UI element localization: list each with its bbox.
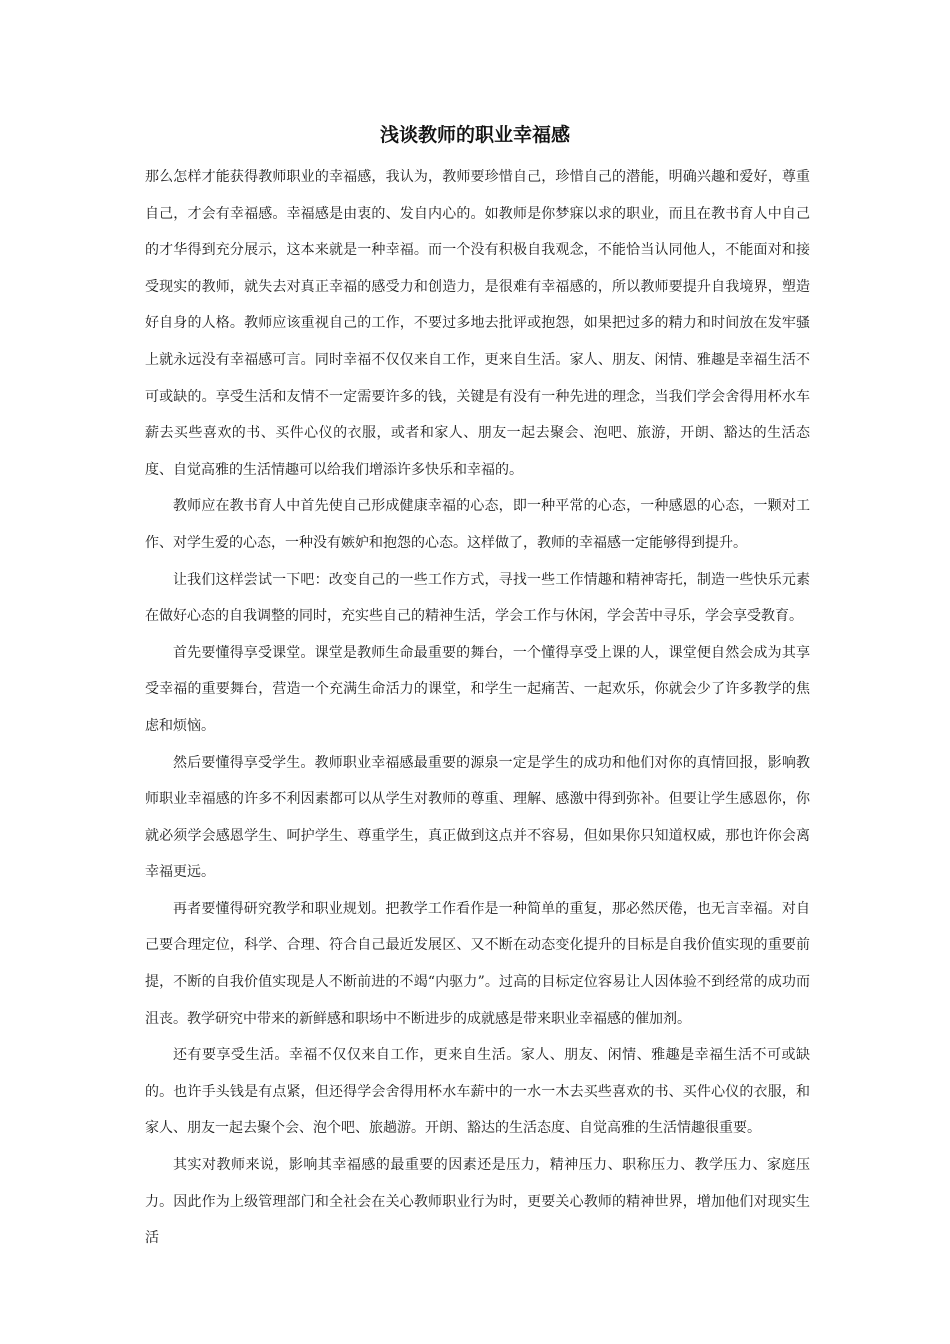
paragraph-8: 其实对教师来说，影响其幸福感的最重要的因素还是压力，精神压力、职称压力、教学压力、家庭压力。因此作为上级管理部门和全社会在关心教师职业行为时，更要关心教师的精神世界，增加他们对现实生活 bbox=[145, 1157, 810, 1247]
paragraph-6: 再者要懂得研究教学和职业规划。把教学工作看作是一种简单的重复，那必然厌倦，也无言幸福。对自己要合理定位，科学、合理、符合自己最近发展区、又不断在动态变化提升的目标是自我价值实现的重要前提，不断的自我价值实现是人不断前进的不竭“内驱力”。过高的目标定位容易让人因体验不到经常的成功而沮丧。教学研究中带来的新鲜感和职场中不断进步的成就感是带来职业幸福感的催加剂。 bbox=[145, 900, 810, 1027]
paragraph-1: 那么怎样才能获得教师职业的幸福感，我认为，教师要珍惜自己，珍惜自己的潜能，明确兴趣和爱好，尊重自己，才会有幸福感。幸福感是由衷的、发自内心的。如教师是你梦寐以求的职业，而且在教书育人中自己的才华得到充分展示，这本来就是一种幸福。而一个没有积极自我观念，不能恰当认同他人，不能面对和接受现实的教师，就失去对真正幸福的感受力和创造力，是很难有幸福感的，所以教师要提升自我境界，塑造好自身的人格。教师应该重视自己的工作，不要过多地去批评或抱怨，如果把过多的精力和时间放在发牢骚上就永远没有幸福感可言。同时幸福不仅仅来自工作，更来自生活。家人、朋友、闲情、雅趣是幸福生活不可或缺的。享受生活和友情不一定需要许多的钱，关键是有没有一种先进的理念，当我们学会舍得用杯水车薪去买些喜欢的书、买件心仪的衣服，或者和家人、朋友一起去聚会、泡吧、旅游，开朗、豁达的生活态度、自觉高雅的生活情趣可以给我们增添许多快乐和幸福的。 bbox=[145, 169, 810, 478]
document-title: 浅谈教师的职业幸福感 bbox=[379, 124, 570, 146]
paragraph-3: 让我们这样尝试一下吧：改变自己的一些工作方式，寻找一些工作情趣和精神寄托，制造一些快乐元素在做好心态的自我调整的同时，充实些自己的精神生活，学会工作与休闲，学会苦中寻乐，学会享受教育。 bbox=[145, 571, 810, 625]
paragraph-7: 还有要享受生活。幸福不仅仅来自工作，更来自生活。家人、朋友、闲情、雅趣是幸福生活不可或缺的。也许手头钱是有点紧，但还得学会舍得用杯水车薪中的一水一木去买些喜欢的书、买件心仪的衣服，和家人、朋友一起去聚个会、泡个吧、旅趟游。开朗、豁达的生活态度、自觉高雅的生活情趣很重要。 bbox=[145, 1047, 810, 1137]
paragraph-5: 然后要懂得享受学生。教师职业幸福感最重要的源泉一定是学生的成功和他们对你的真情回报，影响教师职业幸福感的许多不利因素都可以从学生对教师的尊重、理解、感激中得到弥补。但要让学生感恩你，你就必须学会感恩学生、呵护学生、尊重学生，真正做到这点并不容易，但如果你只知道权威，那也许你会离幸福更远。 bbox=[145, 754, 810, 881]
paragraph-4: 首先要懂得享受课堂。课堂是教师生命最重要的舞台，一个懂得享受上课的人，课堂便自然会成为其享受幸福的重要舞台，营造一个充满生命活力的课堂，和学生一起痛苦、一起欢乐，你就会少了许多教学的焦虑和烦恼。 bbox=[145, 644, 810, 734]
paragraph-2: 教师应在教书育人中首先使自己形成健康幸福的心态，即一种平常的心态，一种感恩的心态，一颗对工作、对学生爱的心态，一种没有嫉妒和抱怨的心态。这样做了，教师的幸福感一定能够得到提升。 bbox=[145, 498, 810, 551]
document-body bbox=[145, 159, 810, 1257]
